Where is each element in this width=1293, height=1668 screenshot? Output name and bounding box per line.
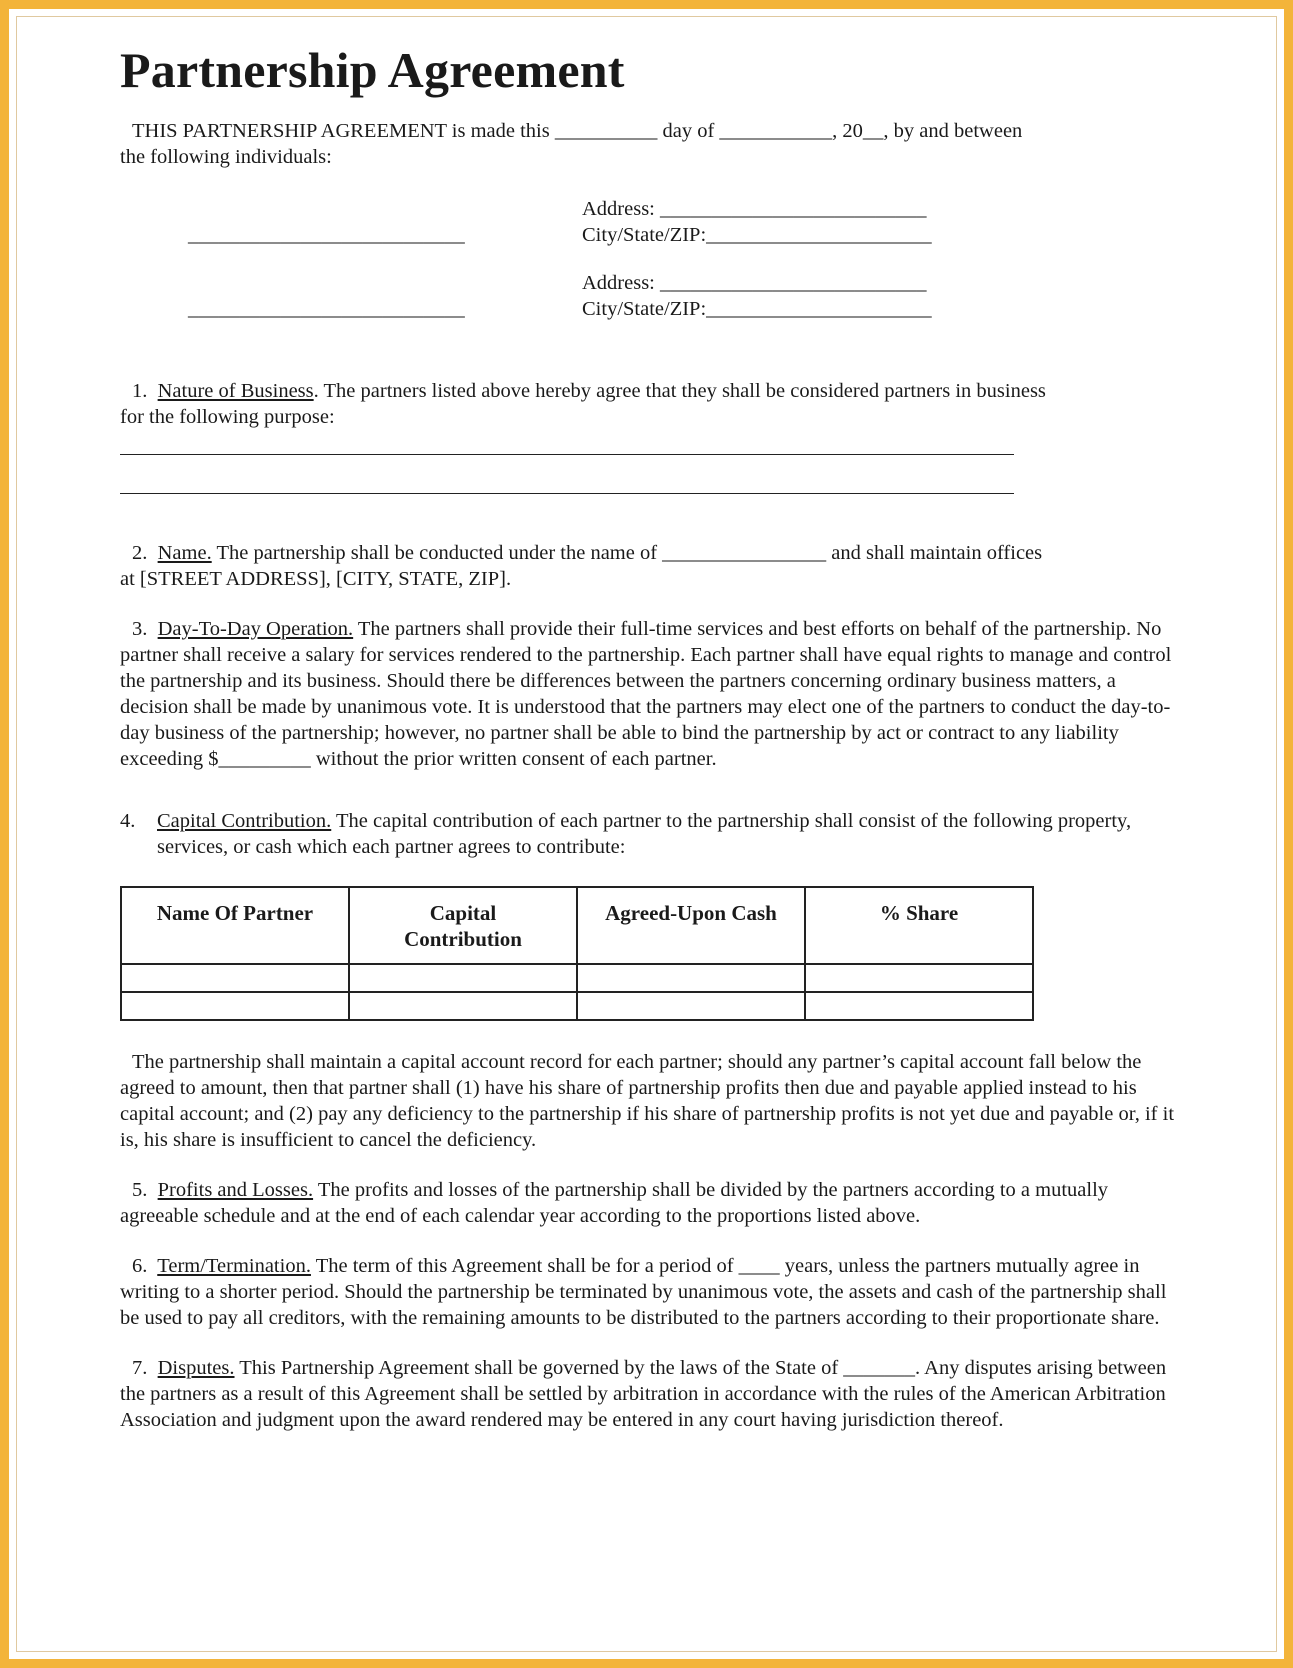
table-cell-cash[interactable] (577, 992, 805, 1020)
purpose-blank-line-1[interactable] (120, 430, 1014, 455)
parties-block (120, 196, 1180, 356)
section-2-text-1: The partnership shall be conducted under the name of ________________ and shall maintain offices (211, 542, 1043, 564)
table-cell-cash[interactable] (577, 964, 805, 992)
section-3-heading: Day-To-Day Operation. (157, 618, 354, 640)
table-cell-name[interactable] (121, 992, 349, 1020)
table-row (121, 992, 1033, 1020)
section-7-paragraph (120, 1355, 1180, 1433)
section-5-body: The profits and losses of the partnership shall be divided by the partners according to a mutually agreeable schedule and at the end of each calendar year according to the proportions listed above. (120, 1179, 1109, 1227)
section-7-body: This Partnership Agreement shall be governed by the laws of the State of _______. Any disputes arising between the partners as a result of this Agreement shall be settled by arbitration in accordance with the rules of the American Arbitration Association and judgment upon the award rendered may be entered in any court having jurisdiction thereof. (120, 1357, 1167, 1431)
section-2-number: 2. (132, 542, 148, 564)
section-5-paragraph (120, 1177, 1180, 1229)
section-2-line-1 (120, 540, 1180, 566)
table-cell-name[interactable] (121, 964, 349, 992)
section-6-paragraph (120, 1253, 1180, 1331)
document-page (120, 42, 1180, 1433)
purpose-blank-line-2[interactable] (120, 469, 1014, 494)
section-4-body: The capital contribution of each partner to the partnership shall consist of the following property, services, or cash which each partner agrees to contribute: (157, 810, 1132, 858)
document-title: Partnership Agreement (120, 42, 625, 98)
section-7 (120, 1355, 1180, 1433)
section-1 (120, 378, 1180, 494)
table-cell-share[interactable] (805, 992, 1033, 1020)
capital-contribution-table (120, 886, 1034, 1021)
section-7-number: 7. (132, 1357, 148, 1379)
section-2-heading: Name. (157, 542, 212, 564)
section-5-number: 5. (132, 1179, 148, 1201)
section-7-heading: Disputes. (157, 1357, 235, 1379)
section-3 (120, 616, 1180, 772)
section-1-line-1 (120, 378, 1180, 404)
table-row (121, 964, 1033, 992)
header-name-of-partner: Name Of Partner (121, 887, 349, 964)
intro-line-1: THIS PARTNERSHIP AGREEMENT is made this __________ day of ___________, 20__, by and between (132, 120, 1023, 142)
party-2-name-line[interactable]: ___________________________ (188, 298, 465, 320)
section-6-body: The term of this Agreement shall be for a period of ____ years, unless the partners mutually agree in writing to a shorter period. Should the partnership be terminated by unanimous vote, the assets and cash of the partnership shall be used to pay all creditors, with the remaining amounts to be distributed to the partners according to their proportionate share. (120, 1255, 1167, 1329)
section-6-heading: Term/Termination. (157, 1255, 311, 1277)
party-1 (120, 196, 1180, 250)
party-2-city-state-zip[interactable]: City/State/ZIP:______________________ (582, 298, 932, 320)
section-6-number: 6. (132, 1255, 148, 1277)
section-4 (120, 808, 1180, 860)
section-4-heading: Capital Contribution. (157, 810, 332, 832)
intro-line-2: the following individuals: (120, 146, 332, 168)
capital-table-wrap (120, 886, 1180, 1021)
header-capital-contribution: Capital Contribution (349, 887, 577, 964)
party-1-name-line[interactable]: ___________________________ (188, 224, 465, 246)
section-1-number: 1. (132, 380, 148, 402)
section-4-number: 4. (120, 810, 136, 832)
party-1-address[interactable]: Address: __________________________ (582, 198, 927, 220)
section-3-number: 3. (132, 618, 148, 640)
section-5-heading: Profits and Losses. (157, 1179, 314, 1201)
section-2-line-2: at [STREET ADDRESS], [CITY, STATE, ZIP]. (120, 568, 512, 590)
table-cell-capital[interactable] (349, 964, 577, 992)
section-1-line-2: for the following purpose: (120, 406, 335, 428)
table-header-row (121, 887, 1033, 964)
party-2-address[interactable]: Address: __________________________ (582, 272, 927, 294)
header-agreed-upon-cash: Agreed-Upon Cash (577, 887, 805, 964)
party-1-city-state-zip[interactable]: City/State/ZIP:______________________ (582, 224, 932, 246)
section-2 (120, 540, 1180, 592)
header-percent-share: % Share (805, 887, 1033, 964)
section-5 (120, 1177, 1180, 1229)
section-3-body: The partners shall provide their full-time services and best efforts on behalf of the partnership. No partner shall receive a salary for services rendered to the partnership. Each partner shall have equal rights to manage and control the partnership and its business. Should there be differences between the partners concerning ordinary business matters, a decision shall be made by unanimous vote. It is understood that the partners may elect one of the partners to conduct the day-to-day business of the partnership; however, no partner shall be able to bind the partnership by act or contract to any liability exceeding $_________ without the prior written consent of each partner. (120, 618, 1172, 770)
party-2 (120, 270, 1180, 324)
section-1-heading: Nature of Business (157, 380, 314, 402)
intro-paragraph (120, 118, 1180, 170)
table-cell-capital[interactable] (349, 992, 577, 1020)
section-6 (120, 1253, 1180, 1331)
table-cell-share[interactable] (805, 964, 1033, 992)
section-3-paragraph (120, 616, 1180, 772)
section-1-text-1: . The partners listed above hereby agree that they shall be considered partners in business (313, 380, 1046, 402)
capital-account-paragraph: The partnership shall maintain a capital account record for each partner; should any partner’s capital account fall below the agreed to amount, then that partner shall (1) have his share of partnership profits then due and payable applied instead to his capital account; and (2) pay any deficiency to the partnership if his share of partnership profits is not yet due and payable or, if it is, his share is insufficient to cancel the deficiency. (120, 1051, 1175, 1151)
